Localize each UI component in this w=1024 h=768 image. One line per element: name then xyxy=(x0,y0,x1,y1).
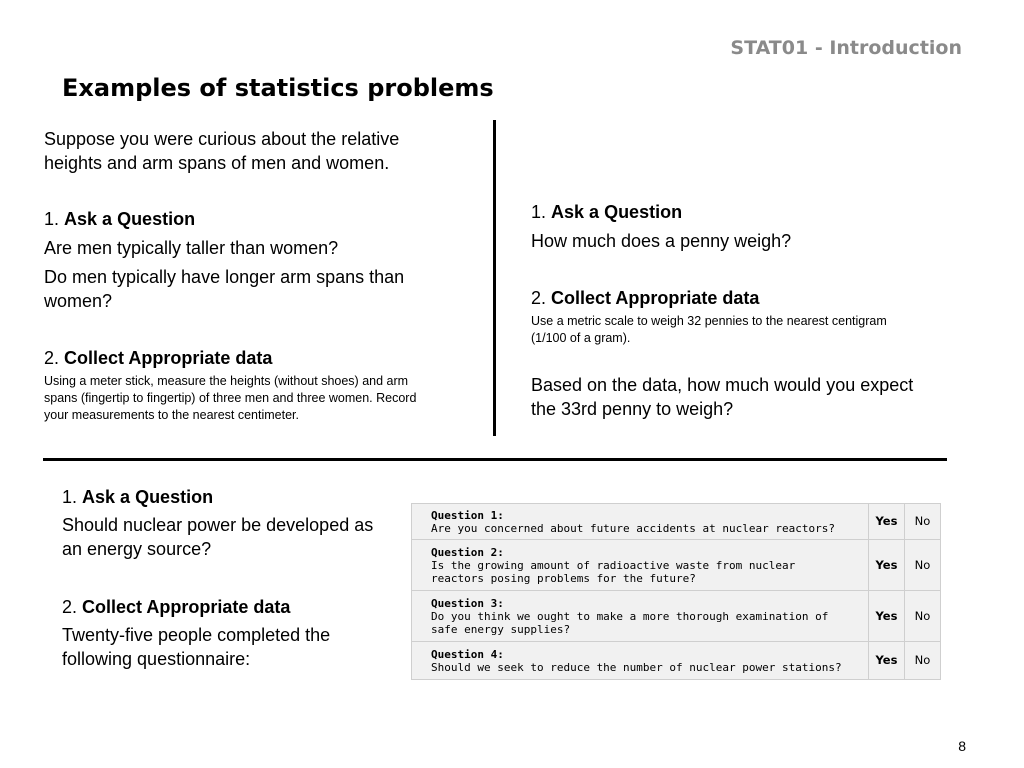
right-step1-number: 1. xyxy=(531,202,547,222)
horizontal-divider xyxy=(43,458,947,461)
left-data-line-1: Using a meter stick, measure the heights (without shoes) and arm xyxy=(44,374,409,388)
vertical-divider xyxy=(493,120,496,436)
right-step2-number: 2. xyxy=(531,288,547,308)
right-data-line-1: Use a metric scale to weigh 32 pennies to the nearest centigram xyxy=(531,314,887,328)
bottom-question xyxy=(62,513,373,561)
left-step2-number: 2. xyxy=(44,348,60,368)
right-step2-heading xyxy=(531,286,759,310)
question-label: Question 2: xyxy=(431,546,504,559)
question-cell xyxy=(412,642,869,680)
bottom-question-line-2: an energy source? xyxy=(62,539,212,559)
right-data-instructions xyxy=(531,313,887,347)
no-option[interactable]: No xyxy=(905,591,941,642)
question-text: safe energy supplies? xyxy=(431,623,571,636)
bottom-step1-label: Ask a Question xyxy=(82,487,214,507)
question-text: reactors posing problems for the future? xyxy=(431,572,696,585)
bottom-step1-heading xyxy=(62,485,213,509)
bottom-step2-label: Collect Appropriate data xyxy=(82,597,291,617)
slide-header: STAT01 - Introduction xyxy=(730,37,962,59)
right-step1-heading xyxy=(531,200,682,224)
slide-title: Examples of statistics problems xyxy=(62,74,494,102)
bottom-question-line-1: Should nuclear power be developed as xyxy=(62,515,374,535)
left-data-instructions xyxy=(44,373,416,424)
right-question: How much does a penny weigh? xyxy=(531,231,792,251)
question-text: Should we seek to reduce the number of nuclear power stations? xyxy=(431,661,842,674)
bottom-data-line-1: Twenty-five people completed the xyxy=(62,625,331,645)
left-data-line-3: your measurements to the nearest centimeter. xyxy=(44,408,299,422)
bottom-step1-number: 1. xyxy=(62,487,78,507)
right-step1-label: Ask a Question xyxy=(551,202,683,222)
questionnaire-row xyxy=(412,591,941,642)
left-question-1: Are men typically taller than women? xyxy=(44,238,339,258)
left-intro-line-2: heights and arm spans of men and women. xyxy=(44,153,390,173)
question-text: Are you concerned about future accidents at nuclear reactors? xyxy=(431,522,835,535)
questionnaire-row xyxy=(412,540,941,591)
left-step2-heading xyxy=(44,346,272,370)
page-number: 8 xyxy=(958,738,966,754)
bottom-data-description xyxy=(62,623,330,671)
right-followup-line-2: the 33rd penny to weigh? xyxy=(531,399,734,419)
yes-option[interactable]: Yes xyxy=(869,642,905,680)
left-data-line-2: spans (fingertip to fingertip) of three men and three women. Record xyxy=(44,391,417,405)
question-text: Do you think we ought to make a more thorough examination of xyxy=(431,610,829,623)
left-question-2-line-2: women? xyxy=(44,291,113,311)
right-step2-label: Collect Appropriate data xyxy=(551,288,760,308)
left-step1-number: 1. xyxy=(44,209,60,229)
no-option[interactable]: No xyxy=(905,504,941,540)
question-cell xyxy=(412,504,869,540)
question-label: Question 3: xyxy=(431,597,504,610)
left-intro xyxy=(44,127,399,175)
question-label: Question 1: xyxy=(431,509,504,522)
right-data-line-2: (1/100 of a gram). xyxy=(531,331,631,345)
questionnaire-table xyxy=(411,503,941,680)
right-followup-line-1: Based on the data, how much would you expect xyxy=(531,375,914,395)
bottom-data-line-2: following questionnaire: xyxy=(62,649,251,669)
question-text: Is the growing amount of radioactive waste from nuclear xyxy=(431,559,796,572)
no-option[interactable]: No xyxy=(905,642,941,680)
left-question-2 xyxy=(44,265,404,313)
yes-option[interactable]: Yes xyxy=(869,540,905,591)
question-cell xyxy=(412,591,869,642)
bottom-step2-heading xyxy=(62,595,290,619)
question-label: Question 4: xyxy=(431,648,504,661)
left-question-2-line-1: Do men typically have longer arm spans than xyxy=(44,267,405,287)
questionnaire-row xyxy=(412,504,941,540)
left-step2-label: Collect Appropriate data xyxy=(64,348,273,368)
yes-option[interactable]: Yes xyxy=(869,591,905,642)
bottom-step2-number: 2. xyxy=(62,597,78,617)
no-option[interactable]: No xyxy=(905,540,941,591)
yes-option[interactable]: Yes xyxy=(869,504,905,540)
right-followup xyxy=(531,373,913,421)
question-cell xyxy=(412,540,869,591)
left-step1-label: Ask a Question xyxy=(64,209,196,229)
left-intro-line-1: Suppose you were curious about the relative xyxy=(44,129,400,149)
left-step1-heading xyxy=(44,207,195,231)
questionnaire-row xyxy=(412,642,941,680)
